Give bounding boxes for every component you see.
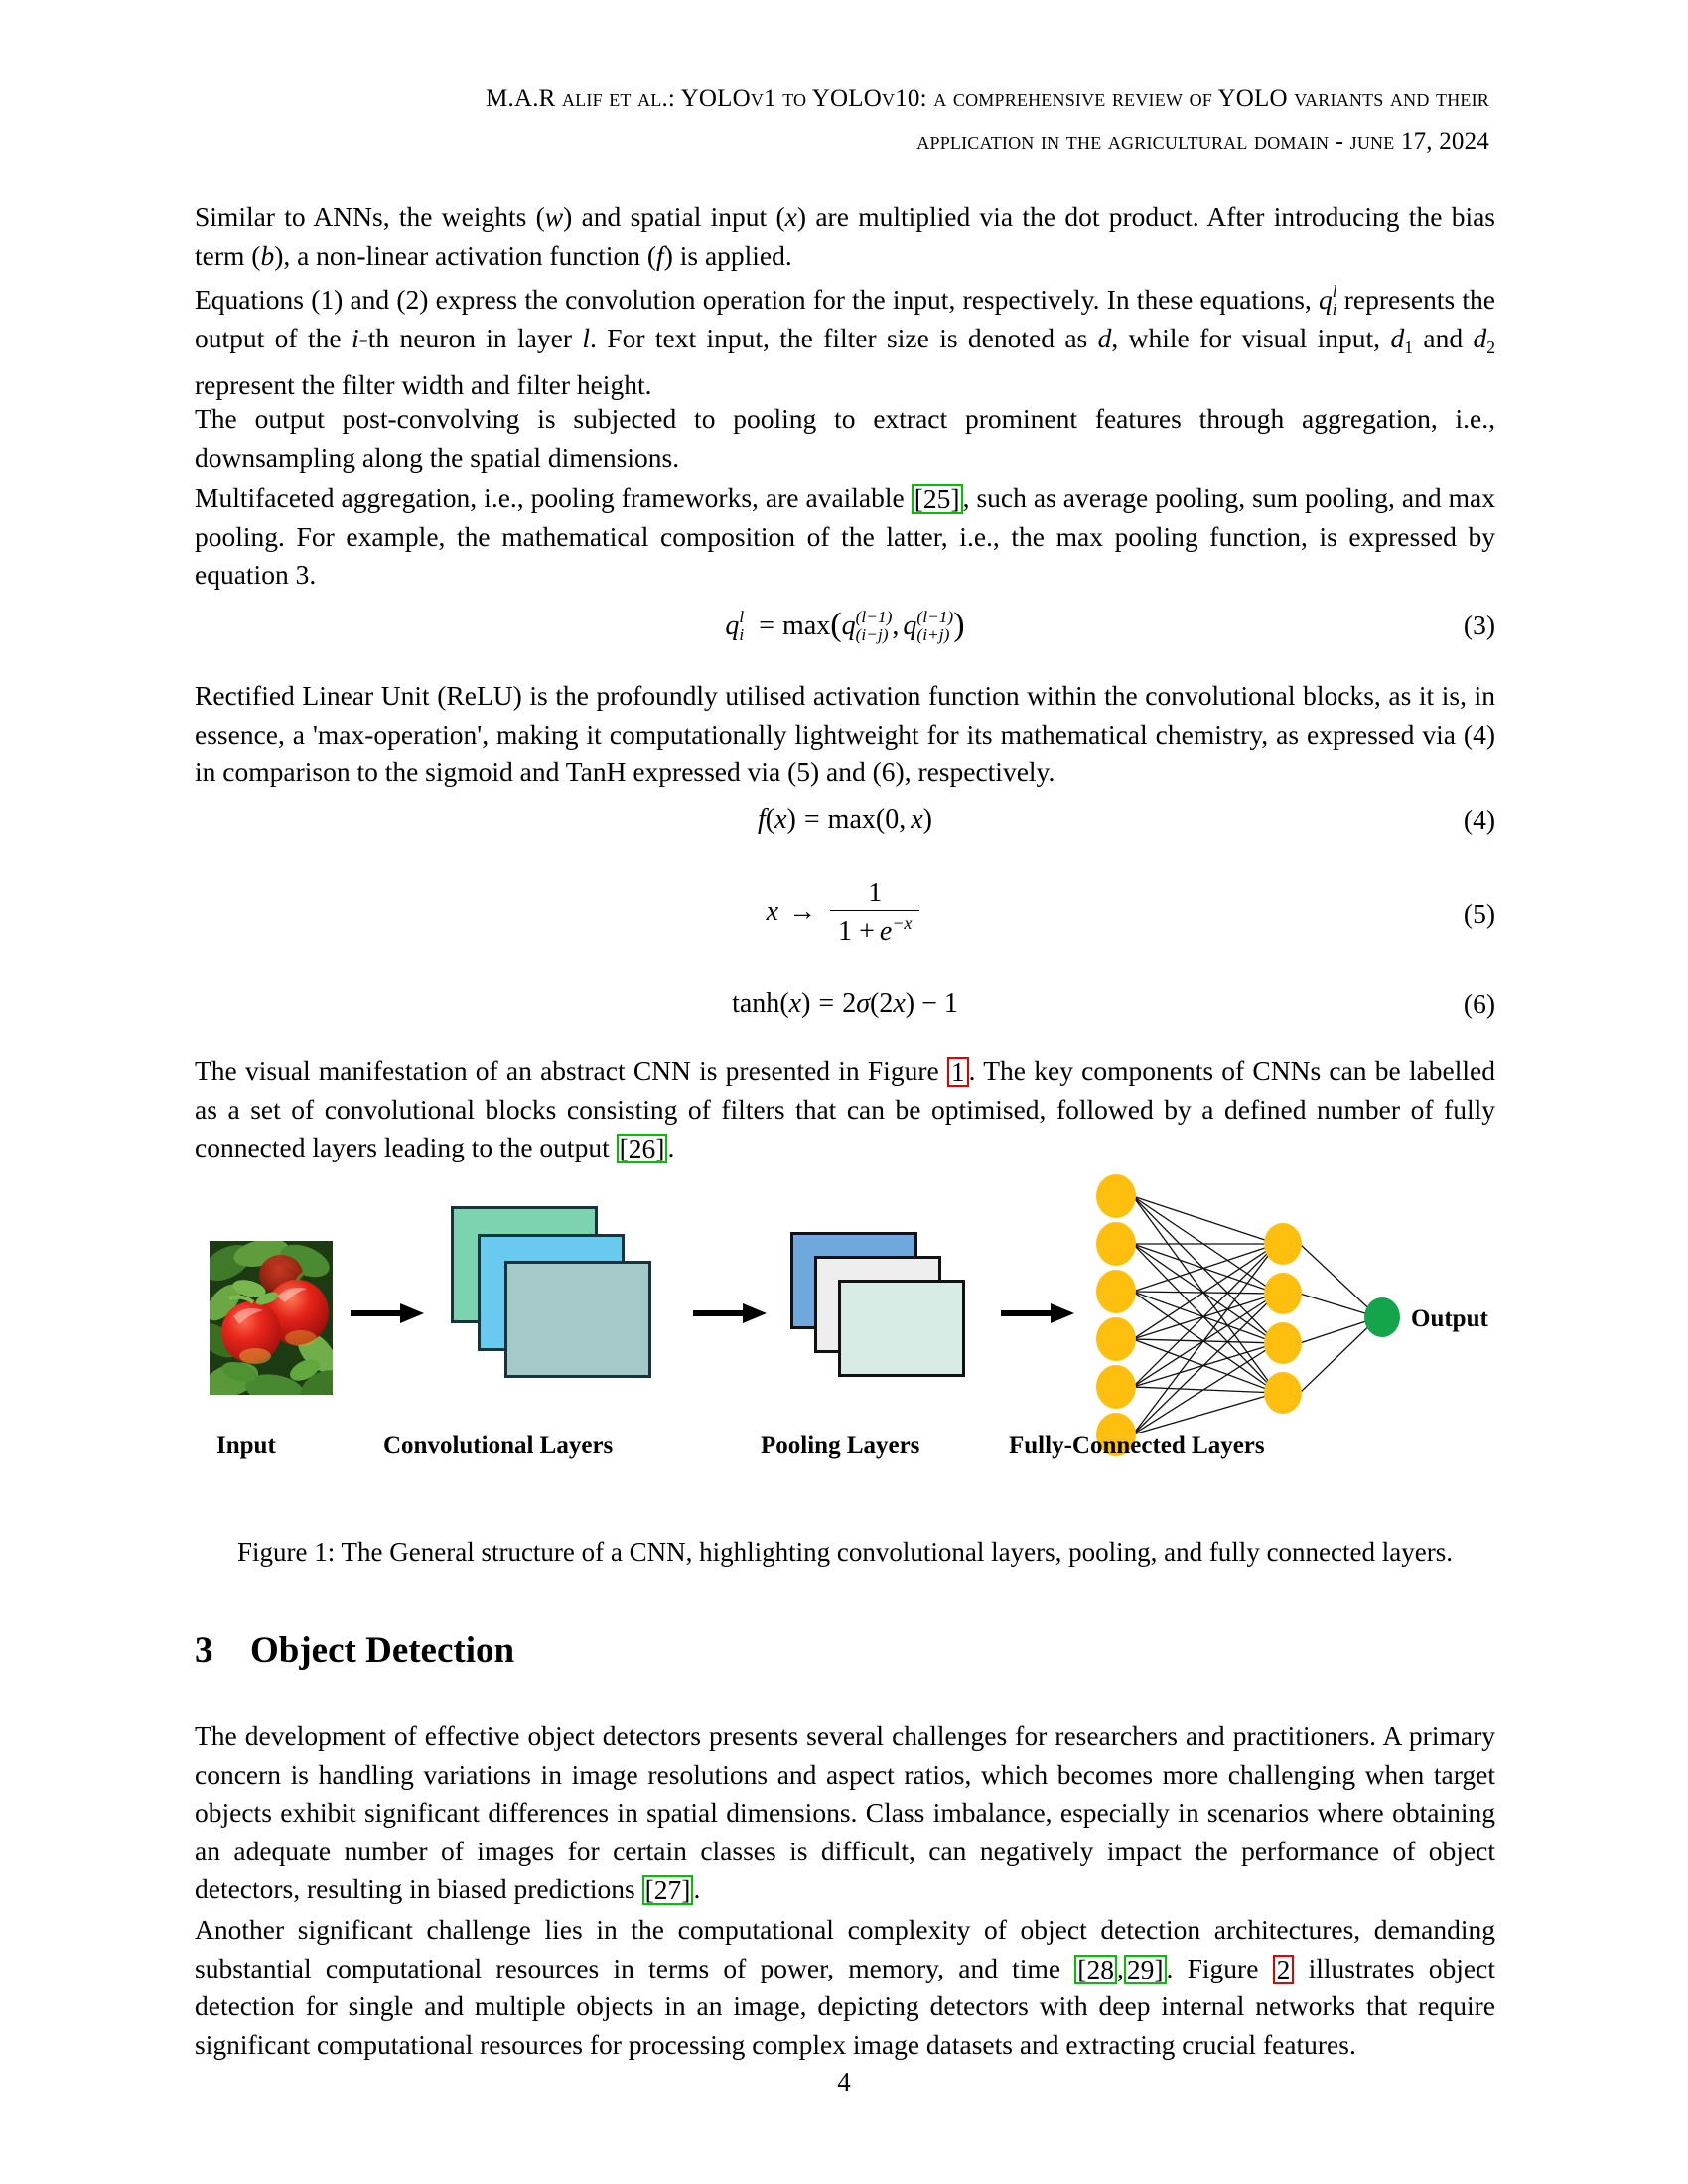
equation-3-container — [195, 606, 1495, 644]
math-q-indices — [1333, 283, 1337, 318]
eq3-lhs-indices — [739, 609, 744, 643]
eq3-lhs-sub: i — [739, 624, 745, 644]
figure-1-number: 1 — [950, 1056, 965, 1087]
paragraph-4-container — [195, 479, 1495, 595]
running-header-line-2: application in the agricultural domain - june 17, 2024 — [916, 128, 1489, 155]
fc-layer2-nodes — [1264, 1223, 1302, 1414]
eq3-lhs-q: q — [725, 611, 740, 641]
eq3-close-paren: ) — [953, 607, 965, 644]
eq3-term1-sub: (i−j) — [855, 624, 889, 644]
eq3-equals: = — [759, 611, 775, 641]
paragraph-2 — [195, 281, 1495, 404]
paragraph-6 — [195, 1052, 1495, 1167]
equation-6-container — [195, 988, 1495, 1020]
eq5-den-exp: −x — [892, 912, 913, 933]
figure-link-2[interactable] — [1273, 1955, 1295, 1984]
equation-6-number: (6) — [1463, 988, 1495, 1019]
equation-5-container — [195, 879, 1495, 949]
p1-text-5: ) is applied. — [663, 239, 792, 271]
eq5-fraction — [830, 878, 919, 948]
eq6-sigma: σ — [856, 988, 871, 1019]
citation-26-number: 26 — [628, 1133, 656, 1163]
paragraph-2-container — [195, 281, 1495, 404]
citation-25-number: 25 — [922, 483, 951, 514]
p2-text-4: . For text input, the filter size is denoted as — [590, 322, 1098, 353]
eq6-close2: ) — [905, 988, 915, 1019]
eq4-comma: , — [899, 804, 907, 835]
equation-6-body — [195, 988, 1495, 1020]
math-d1: d — [1390, 322, 1405, 353]
figure-label-output: Output — [1411, 1305, 1488, 1332]
eq6-x: x — [788, 988, 802, 1019]
eq6-one: 1 — [943, 988, 958, 1019]
eq6-two-a: 2 — [842, 988, 857, 1019]
p2-text-1: Equations (1) and (2) express the convolution operation for the input, respectively. In these equations, — [195, 284, 1320, 315]
p6-text-3: . — [667, 1132, 675, 1162]
p2-text-5: , while for visual input, — [1111, 322, 1391, 353]
eq6-open2: ( — [870, 988, 880, 1019]
eq5-den-one: 1 + — [838, 915, 875, 947]
p7-text-2: . — [693, 1873, 701, 1904]
math-d2: d — [1473, 322, 1487, 353]
eq4-close1: ) — [786, 804, 796, 835]
eq4-open1: ( — [765, 804, 775, 835]
apple-photo-svg — [210, 1241, 333, 1395]
eq5-arrow: → — [788, 895, 817, 927]
eq3-term2-sup: (l−1) — [916, 608, 954, 627]
equation-5-row — [195, 879, 1495, 949]
p2-text-6: and — [1412, 322, 1474, 353]
eq3-term2-indices — [916, 609, 953, 643]
section-heading-container — [195, 1628, 1495, 1674]
header-v1: v1 — [750, 85, 783, 112]
paragraph-8-container — [195, 1911, 1495, 2064]
equation-3-row — [195, 606, 1495, 644]
p2-text-7: represent the filter width and filter height. — [195, 368, 652, 400]
header-yolo-1: : YOLO — [667, 85, 751, 112]
citation-link-27[interactable]: [27] — [642, 1875, 694, 1905]
p2-text-2: represents the output of the — [195, 284, 1495, 353]
eq6-x2: x — [893, 988, 906, 1019]
eq4-equals: = — [803, 804, 820, 835]
eq6-equals: = — [818, 988, 835, 1019]
paragraph-4 — [195, 479, 1495, 595]
output-node — [1364, 1297, 1400, 1337]
p1-text-2: ) and spatial input ( — [563, 202, 785, 232]
citation-27-number: 27 — [653, 1874, 682, 1905]
eq5-x: x — [766, 895, 779, 927]
eq3-max: max — [782, 611, 831, 641]
conv-layer-front — [504, 1261, 651, 1378]
math-b: b — [260, 239, 275, 271]
equation-3-body — [195, 606, 1495, 644]
eq3-term1-q: q — [841, 611, 856, 641]
equation-4-container — [195, 804, 1495, 836]
header-review: a comprehensive review of — [933, 85, 1212, 112]
p1-text-3: ) are multiplied via the dot product. After introducing the bias term ( — [195, 202, 1495, 271]
eq4-close2: ) — [922, 804, 932, 835]
math-w: w — [544, 202, 564, 232]
eq6-open: ( — [779, 988, 789, 1019]
figure-1-caption: Figure 1: The General structure of a CNN, highlighting convolutional layers, pooling, and fully connected layers. — [237, 1537, 1453, 1567]
math-d2-sub: 2 — [1486, 337, 1495, 357]
header-yolo-2: YOLO — [806, 85, 883, 112]
header-yolo-3: YOLO — [1212, 85, 1295, 112]
citation-link-25[interactable]: [25] — [912, 484, 963, 514]
citation-separator: , — [1116, 1952, 1124, 1983]
eq3-term1-indices — [856, 609, 893, 643]
paragraph-8 — [195, 1911, 1495, 2064]
math-f: f — [656, 239, 664, 271]
p7-text-1: The development of effective object detectors presents several challenges for researchers and practitioners. A primary concern is handling variations in image resolutions and aspect ratios, which becomes more challenging when target objects exhibit significant differences in spatial dimensions. Class imbalance, especially in scenarios where obtaining an adequate number of images for certain classes is difficult, can negatively impact the performance of object detectors, resulting in biased predictions — [195, 1720, 1495, 1904]
p8-text-1: Another significant challenge lies in the computational complexity of object detection architectures, demanding substantial computational resources in terms of power, memory, and time — [195, 1914, 1495, 1983]
eq4-max: max — [827, 804, 876, 835]
eq4-x2: x — [911, 804, 923, 835]
eq6-minus: − — [921, 988, 937, 1019]
equation-3-number: (3) — [1463, 609, 1495, 640]
p4-text-2: , such as average pooling, sum pooling, and max pooling. For example, the mathematical composition of the latter, i.e., the max pooling function, is expressed by equation 3. — [195, 482, 1495, 590]
equation-5-body — [195, 879, 1495, 949]
figure-label-fc: Fully-Connected Layers — [1009, 1433, 1265, 1459]
p8-text-3: illustrates object detection for single and multiple objects in an image, depicting detectors with deep internal networks that require significant computational resources for processing complex image datasets and extracting crucial features. — [195, 1952, 1495, 2060]
p2-text-3: -th neuron in layer — [358, 322, 583, 353]
figure-label-pool: Pooling Layers — [761, 1433, 920, 1459]
arrow-icon-2 — [691, 1301, 769, 1325]
figure-2-number: 2 — [1276, 1953, 1291, 1984]
p8-text-2: . Figure — [1166, 1952, 1273, 1983]
p6-text-2: . The key components of CNNs can be labelled as a set of convolutional blocks consisting of filters that can be optimised, followed by a defined number of fully connected layers leading to the output — [195, 1055, 1495, 1162]
paragraph-3-container — [195, 400, 1495, 477]
paragraph-1 — [195, 199, 1495, 275]
figure-1 — [195, 1166, 1495, 1567]
header-to: to — [782, 85, 807, 112]
eq3-comma: , — [892, 611, 900, 641]
page-number: 4 — [837, 2067, 851, 2097]
math-q-sup: l — [1332, 282, 1337, 302]
pool-layer-front — [838, 1280, 965, 1377]
math-q: q — [1319, 284, 1333, 315]
eq3-term1-sup: (l−1) — [855, 608, 893, 627]
fc-layer1-nodes — [1096, 1174, 1136, 1456]
eq4-x1: x — [774, 804, 787, 835]
citation-28-number: 28 — [1086, 1953, 1114, 1984]
math-i: i — [351, 322, 359, 353]
paragraph-7-container — [195, 1717, 1495, 1909]
eq5-denominator — [830, 910, 919, 948]
equation-4-body — [195, 804, 1495, 836]
p6-text-1: The visual manifestation of an abstract CNN is presented in Figure — [195, 1055, 947, 1086]
eq5-numerator: 1 — [868, 877, 883, 908]
figure-label-conv: Convolutional Layers — [383, 1433, 614, 1459]
eq3-term2-sub: (i+j) — [916, 624, 950, 644]
p1-text-1: Similar to ANNs, the weights ( — [195, 202, 545, 232]
eq3-lhs-sup: l — [739, 608, 745, 627]
eq4-zero: 0 — [885, 804, 900, 835]
eq4-f: f — [758, 804, 766, 835]
citation-link-29[interactable]: 29] — [1124, 1955, 1167, 1984]
header-v10: v10: — [882, 85, 934, 112]
paragraph-7 — [195, 1717, 1495, 1909]
paragraph-6-container — [195, 1052, 1495, 1167]
math-x: x — [784, 202, 797, 232]
p4-text-1: Multifaceted aggregation, i.e., pooling frameworks, are available — [195, 482, 912, 513]
citation-link-28[interactable]: [28 — [1074, 1955, 1117, 1984]
eq5-den-e: e — [879, 915, 893, 947]
equation-4-row — [195, 804, 1495, 836]
eq6-tanh: tanh — [732, 988, 780, 1019]
eq6-close: ) — [801, 988, 811, 1019]
equation-6-row — [195, 988, 1495, 1020]
section-heading-3 — [195, 1628, 1495, 1674]
equation-4-number: (4) — [1463, 804, 1495, 835]
equation-5-number: (5) — [1463, 897, 1495, 929]
arrow-icon-3 — [999, 1301, 1076, 1325]
input-image-apples — [210, 1241, 333, 1395]
running-header-line-1 — [199, 77, 1489, 120]
fc-edges-layer1-to-layer2 — [1133, 1196, 1277, 1434]
eq4-open2: ( — [875, 804, 886, 835]
math-d1-sub: 1 — [1404, 337, 1413, 357]
paragraph-3: The output post-convolving is subjected to pooling to extract prominent features through aggregation, i.e., downsampling along the spatial dimensions. — [195, 403, 1495, 473]
paragraph-1-container — [195, 199, 1495, 275]
figure-label-input: Input — [216, 1433, 276, 1459]
eq6-two-b: 2 — [879, 988, 894, 1019]
math-l: l — [582, 322, 591, 353]
eq3-term2-q: q — [903, 611, 917, 641]
arrow-icon-1 — [349, 1301, 426, 1325]
figure-1-diagram — [195, 1166, 1495, 1484]
paragraph-5-container — [195, 677, 1495, 792]
math-d: d — [1097, 322, 1112, 353]
math-q-sub: i — [1332, 299, 1337, 319]
header-author-smallcaps: alif et al. — [561, 85, 668, 112]
section-number: 3 — [195, 1630, 213, 1671]
header-author: M.A.R — [486, 85, 562, 112]
eq3-open-paren: ( — [830, 607, 842, 644]
citation-29-number: 29 — [1126, 1953, 1155, 1984]
p1-text-4: ), a non-linear activation function ( — [274, 239, 657, 271]
figure-link-1[interactable] — [947, 1057, 969, 1087]
running-header — [199, 77, 1489, 163]
paragraph-5: Rectified Linear Unit (ReLU) is the profoundly utilised activation function within the convolutional blocks, as it is, in essence, a 'max-operation', making it computationally lightweight for its mathematical chemistry, as expressed via (4) in comparison to the sigmoid and TanH expressed via (5) and (6), respectively. — [195, 680, 1495, 787]
citation-link-26[interactable]: [26] — [617, 1134, 668, 1163]
header-variants: variants and their — [1294, 85, 1489, 112]
section-title: Object Detection — [250, 1630, 515, 1671]
